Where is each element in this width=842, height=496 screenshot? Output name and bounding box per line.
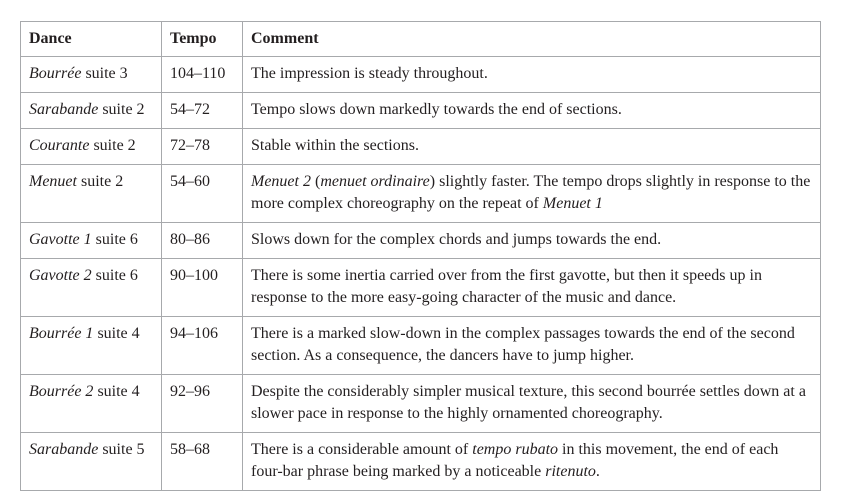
tempo-cell: 94–106 xyxy=(162,317,243,375)
tempo-cell: 58–68 xyxy=(162,433,243,491)
header-comment: Comment xyxy=(243,22,821,57)
dance-suite: suite 4 xyxy=(93,325,140,342)
header-row xyxy=(21,22,821,57)
comment-text: The impression is steady throughout. xyxy=(251,65,488,82)
comment-text: . xyxy=(595,463,600,480)
comment-cell xyxy=(243,57,821,93)
dance-suite: suite 2 xyxy=(89,137,136,154)
dance-name: Bourrée xyxy=(29,65,82,82)
comment-cell xyxy=(243,165,821,223)
dance-suite: suite 2 xyxy=(98,101,145,118)
table-row xyxy=(21,433,821,491)
comment-text: in this movement, the end of each four-bar phrase being marked by a noticeable xyxy=(251,441,779,480)
table-row xyxy=(21,129,821,165)
comment-cell xyxy=(243,129,821,165)
tempo-cell: 72–78 xyxy=(162,129,243,165)
dance-name: Sarabande xyxy=(29,441,99,458)
tempo-cell: 80–86 xyxy=(162,223,243,259)
dance-cell xyxy=(21,433,162,491)
comment-text: Stable within the sections. xyxy=(251,137,419,154)
tempo-cell: 54–72 xyxy=(162,93,243,129)
comment-text: There is a considerable amount of xyxy=(251,441,473,458)
comment-text: Tempo slows down markedly towards the end of sections. xyxy=(251,101,622,118)
dance-name: Bourrée 1 xyxy=(29,325,94,342)
tempo-cell: 92–96 xyxy=(162,375,243,433)
dance-cell xyxy=(21,165,162,223)
comment-text: Slows down for the complex chords and jumps towards the end. xyxy=(251,231,662,248)
dance-suite: suite 6 xyxy=(91,231,138,248)
dance-cell xyxy=(21,375,162,433)
dance-suite: suite 3 xyxy=(81,65,128,82)
comment-italic-text: ritenuto xyxy=(545,463,596,480)
dance-cell xyxy=(21,223,162,259)
comment-text: ) slightly faster. The tempo drops slightly in response to the more complex choreography on the repeat of xyxy=(251,173,811,212)
dance-cell xyxy=(21,317,162,375)
comment-text: There is a marked slow-down in the complex passages towards the end of the second section. As a consequence, the dancers have to jump higher. xyxy=(251,325,795,364)
dance-cell xyxy=(21,93,162,129)
dance-suite: suite 2 xyxy=(76,173,124,190)
table-row xyxy=(21,317,821,375)
dance-cell xyxy=(21,129,162,165)
table-row xyxy=(21,57,821,93)
tempo-table xyxy=(20,21,821,491)
table-row xyxy=(21,259,821,317)
table-row xyxy=(21,223,821,259)
comment-italic-text: menuet ordinaire xyxy=(320,173,430,190)
header-tempo: Tempo xyxy=(162,22,243,57)
comment-cell xyxy=(243,223,821,259)
comment-cell xyxy=(243,375,821,433)
dance-name: Courante xyxy=(29,137,90,154)
dance-cell xyxy=(21,57,162,93)
dance-name: Gavotte 1 xyxy=(29,231,92,248)
header-dance: Dance xyxy=(21,22,162,57)
comment-cell xyxy=(243,259,821,317)
comment-text: There is some inertia carried over from the first gavotte, but then it speeds up in response to the more easy-going character of the music and dance. xyxy=(251,267,762,306)
comment-cell xyxy=(243,317,821,375)
table-row xyxy=(21,93,821,129)
tempo-cell: 104–110 xyxy=(162,57,243,93)
dance-suite: suite 5 xyxy=(98,441,145,458)
comment-italic-text: Menuet 1 xyxy=(542,195,603,212)
comment-text: ( xyxy=(310,173,321,190)
tempo-cell: 54–60 xyxy=(162,165,243,223)
dance-name: Bourrée 2 xyxy=(29,383,94,400)
comment-italic-text: tempo rubato xyxy=(472,441,559,458)
tempo-cell: 90–100 xyxy=(162,259,243,317)
comment-italic-text: Menuet 2 xyxy=(251,173,311,190)
comment-cell xyxy=(243,93,821,129)
table-row xyxy=(21,165,821,223)
comment-cell xyxy=(243,433,821,491)
table-body xyxy=(21,57,821,491)
dance-cell xyxy=(21,259,162,317)
dance-suite: suite 6 xyxy=(91,267,138,284)
comment-text: Despite the considerably simpler musical texture, this second bourrée settles down at a slower pace in response to the highly ornamented choreography. xyxy=(251,383,806,422)
dance-name: Sarabande xyxy=(29,101,99,118)
dance-name: Gavotte 2 xyxy=(29,267,92,284)
dance-suite: suite 4 xyxy=(93,383,140,400)
dance-name: Menuet xyxy=(29,173,77,190)
table-row xyxy=(21,375,821,433)
